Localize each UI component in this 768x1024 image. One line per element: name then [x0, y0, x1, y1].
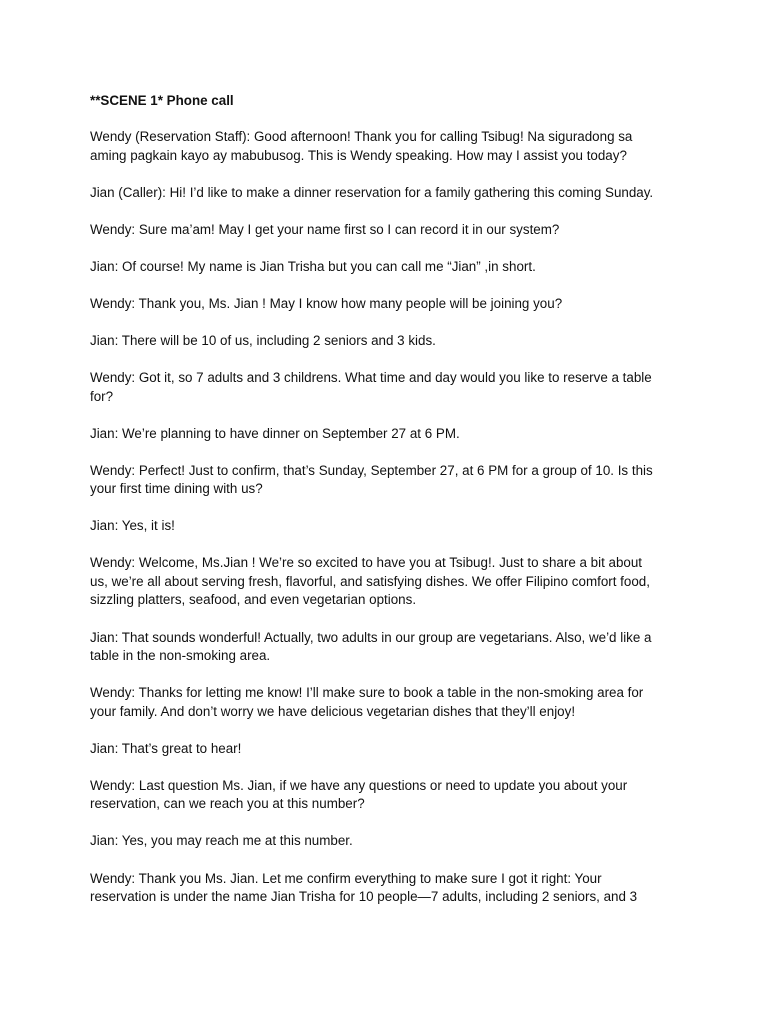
dialogue-line: Wendy: Last question Ms. Jian, if we have any questions or need to update you about your: [90, 777, 628, 793]
dialogue-paragraph: [90, 777, 690, 814]
dialogue-line: Wendy: Thank you, Ms. Jian ! May I know how many people will be joining you?: [90, 295, 563, 311]
dialogue-line: Wendy: Thanks for letting me know! I’ll make sure to book a table in the non-smoking area for: [90, 685, 644, 701]
dialogue-line: reservation, can we reach you at this number?: [90, 796, 365, 812]
dialogue-line: us, we’re all about serving fresh, flavorful, and satisfying dishes. We offer Filipino comfort food,: [90, 573, 650, 589]
dialogue-paragraph: [90, 258, 690, 277]
dialogue-paragraph: [90, 128, 690, 165]
dialogue-line: for?: [90, 388, 114, 404]
dialogue-body: [90, 128, 690, 907]
scene-heading: **SCENE 1* Phone call: [90, 93, 234, 108]
dialogue-paragraph: [90, 369, 690, 406]
dialogue-paragraph: [90, 332, 690, 351]
dialogue-line: Wendy: Perfect! Just to confirm, that’s Sunday, September 27, at 6 PM for a group of 10. Is this: [90, 462, 653, 478]
dialogue-line: Jian (Caller): Hi! I’d like to make a dinner reservation for a family gathering this coming Sunday.: [90, 184, 654, 200]
dialogue-line: Jian: Yes, it is!: [90, 518, 175, 534]
dialogue-paragraph: [90, 554, 690, 610]
dialogue-line: reservation is under the name Jian Trisha for 10 people—7 adults, including 2 seniors, and 3: [90, 889, 638, 904]
document-page: [90, 91, 690, 925]
dialogue-line: Wendy: Got it, so 7 adults and 3 childrens. What time and day would you like to reserve a table: [90, 370, 652, 386]
dialogue-line: Jian: Of course! My name is Jian Trisha but you can call me “Jian” ,in short.: [90, 258, 536, 274]
dialogue-line: your first time dining with us?: [90, 481, 263, 497]
dialogue-paragraph: [90, 629, 690, 666]
dialogue-paragraph: [90, 832, 690, 851]
dialogue-line: Wendy: Sure ma’am! May I get your name first so I can record it in our system?: [90, 221, 560, 237]
dialogue-line: Jian: That’s great to hear!: [90, 740, 242, 756]
dialogue-paragraph: [90, 740, 690, 759]
dialogue-paragraph: [90, 517, 690, 536]
dialogue-line: Wendy: Welcome, Ms.Jian ! We’re so excited to have you at Tsibug!. Just to share a bit about: [90, 555, 643, 571]
dialogue-paragraph: [90, 684, 690, 721]
dialogue-line: your family. And don’t worry we have delicious vegetarian dishes that they’ll enjoy!: [90, 703, 576, 719]
dialogue-line: Wendy (Reservation Staff): Good afternoon! Thank you for calling Tsibug! Na siguradong sa: [90, 129, 633, 144]
dialogue-line: aming pagkain kayo ay mabubusog. This is Wendy speaking. How may I assist you today?: [90, 147, 627, 163]
dialogue-line: Jian: That sounds wonderful! Actually, two adults in our group are vegetarians. Also, we’d like a: [90, 629, 652, 645]
dialogue-line: Jian: Yes, you may reach me at this number.: [90, 833, 353, 849]
dialogue-paragraph: [90, 462, 690, 499]
dialogue-paragraph: [90, 870, 690, 907]
dialogue-paragraph: [90, 221, 690, 240]
dialogue-line: Jian: We’re planning to have dinner on September 27 at 6 PM.: [90, 425, 460, 441]
dialogue-line: table in the non-smoking area.: [90, 648, 271, 664]
dialogue-line: sizzling platters, seafood, and even vegetarian options.: [90, 592, 417, 608]
dialogue-paragraph: [90, 295, 690, 314]
dialogue-paragraph: [90, 425, 690, 444]
dialogue-paragraph: [90, 184, 690, 203]
dialogue-line: Jian: There will be 10 of us, including 2 seniors and 3 kids.: [90, 332, 436, 348]
dialogue-line: Wendy: Thank you Ms. Jian. Let me confirm everything to make sure I got it right: Your: [90, 870, 602, 886]
